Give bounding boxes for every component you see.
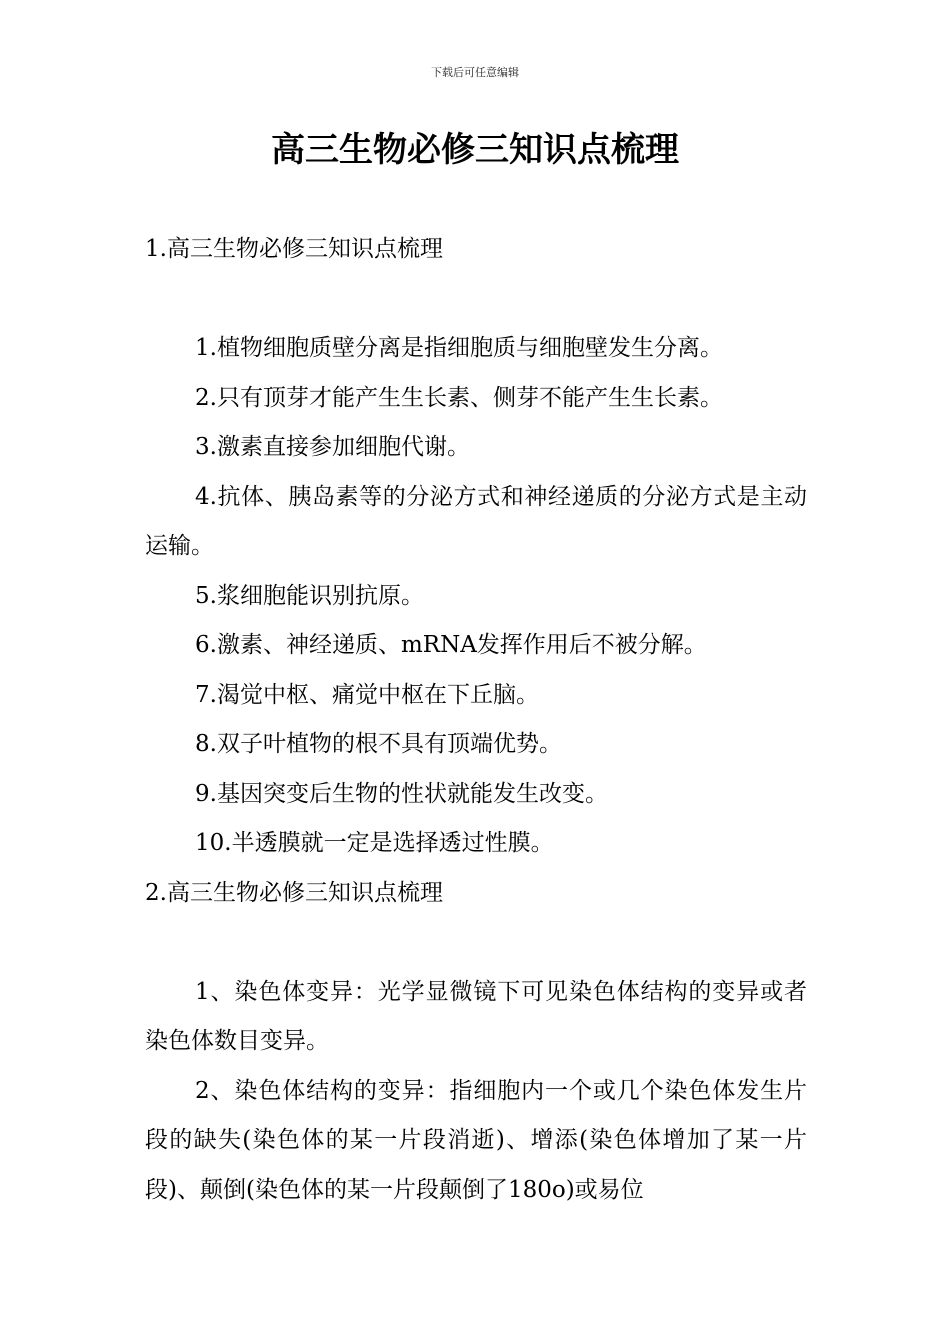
section-heading: 1.高三生物必修三知识点梳理: [145, 236, 443, 262]
list-item: 2.只有顶芽才能产生生长素、侧芽不能产生生长素。: [195, 384, 723, 411]
header-note: 下载后可任意编辑: [431, 66, 519, 79]
list-item: 2、染色体结构的变异：指细胞内一个或几个染色体发生片段的缺失(染色体的某一片段消逝)、增添(染色体增加了某一片段)、颠倒(染色体的某一片段颠倒了180o)或易位: [145, 1077, 807, 1203]
list-item: 4.抗体、胰岛素等的分泌方式和神经递质的分泌方式是主动运输。: [145, 483, 807, 559]
blank-line: [145, 918, 807, 968]
list-item: 1.植物细胞质壁分离是指细胞质与细胞壁发生分离。: [195, 335, 723, 361]
list-item: 1、染色体变异：光学显微镜下可见染色体结构的变异或者染色体数目变异。: [145, 978, 807, 1054]
list-item: 6.激素、神经递质、mRNA发挥作用后不被分解。: [195, 632, 707, 658]
document-body: [145, 225, 807, 1215]
list-item: 7.渴觉中枢、痛觉中枢在下丘脑。: [195, 681, 539, 708]
section-heading: 2.高三生物必修三知识点梳理: [145, 879, 443, 906]
blank-line: [145, 275, 807, 325]
list-item: 5.浆细胞能识别抗原。: [195, 582, 424, 609]
document-title: 高三生物必修三知识点梳理: [271, 130, 679, 170]
list-item: 9.基因突变后生物的性状就能发生改变。: [195, 780, 608, 807]
list-item: 8.双子叶植物的根不具有顶端优势。: [195, 731, 562, 757]
list-item: 10.半透膜就一定是选择透过性膜。: [195, 830, 554, 856]
list-item: 3.激素直接参加细胞代谢。: [195, 434, 470, 460]
